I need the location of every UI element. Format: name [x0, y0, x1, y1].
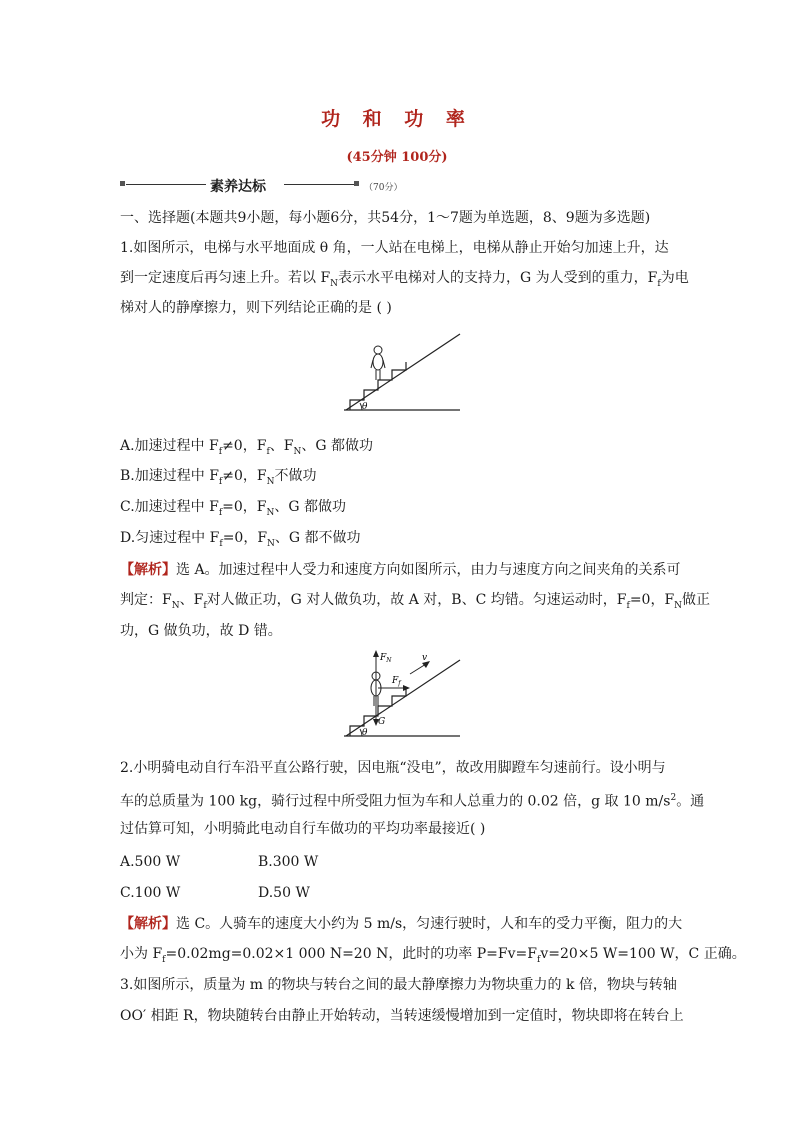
svg-text:G: G [378, 717, 386, 727]
q2-stem-line1: 2.小明骑电动自行车沿平直公路行驶，因电瓶“没电”，故改用脚蹬车匀速前行。设小明与 [120, 760, 666, 776]
q1-option-c: C.加速过程中 $F_f=0$，$F_N$、G 都做功 [120, 499, 347, 518]
q2-option-d: D.50 W [258, 885, 310, 901]
q2-analysis-line2: 小为 $F_f=0.02mg=0.02\times 1$ 000 N=20 N，此时的功率 $P=Fv=F_fv=20\times 5$ W=100 W，C 正确。 [120, 946, 746, 965]
q2-stem-line2: 车的总质量为 100 kg，骑行过程中所受阻力恒为车和人总重力的 0.02 倍，g 取 10 $m/s^2$。通 [120, 793, 705, 810]
section-divider-dot-left [120, 181, 125, 186]
q2-analysis-line1: 【解析】选 C。人骑车的速度大小约为 5 m/s，匀速行驶时，人和车的受力平衡，阻力的大 [120, 916, 683, 932]
q1-option-d: D.匀速过程中 $F_f=0$，$F_N$、G 都不做功 [120, 530, 361, 549]
person-figure [371, 346, 385, 380]
section-divider-right [284, 184, 354, 185]
part-heading: 一、选择题(本题共9小题，每小题6分，共54分，1～7题为单选题，8、9题为多选题) [120, 210, 651, 226]
svg-text:θ: θ [362, 728, 368, 738]
q1-stem-line3: 梯对人的静摩擦力，则下列结论正确的是 ( ) [120, 300, 392, 316]
svg-text:v: v [422, 653, 428, 663]
page-subtitle: (45分钟 100分) [346, 150, 448, 165]
analysis-tag: 【解析】 [120, 562, 176, 578]
q2-option-a: A.500 W [120, 854, 181, 870]
q2-stem-line3: 过估算可知，小明骑此电动自行车做功的平均功率最接近( ) [120, 821, 486, 837]
q1-option-a: A.加速过程中 $F_f\ne 0$，$F_f$、$F_N$、G 都做功 [120, 438, 374, 457]
svg-text:θ: θ [362, 402, 368, 412]
section-divider-dot-right [354, 181, 359, 186]
section-divider-left [126, 184, 206, 185]
page-title: 功 和 功 率 [321, 108, 473, 130]
escalator-figure-1 [340, 330, 464, 416]
svg-text:FN: $F_N$ [380, 653, 392, 664]
q1-analysis-line2: 判定：$F_N$、$F_f$对人做正功，G 对人做负功，故 A 对，B、C 均错。匀速运动时，$F_f=0$，$F_N$做正 [120, 592, 711, 611]
svg-text:Ff: $F_f$ [392, 676, 401, 687]
section-label: 素养达标 [210, 179, 266, 195]
q3-stem-line2: OO′ 相距 R，物块随转台由静止开始转动，当转速缓慢增加到一定值时，物块即将在转台上 [120, 1008, 684, 1024]
analysis-tag: 【解析】 [120, 916, 176, 932]
q1-stem-line2: 到一定速度后再匀速上升。若以 $F_N$表示水平电梯对人的支持力，G 为人受到的重力，$F_f$为电 [120, 270, 689, 289]
q1-analysis-line1: 【解析】选 A。加速过程中人受力和速度方向如图所示，由力与速度方向之间夹角的关系可 [120, 562, 681, 578]
q1-option-b: B.加速过程中 $F_f\ne 0$，$F_N$不做功 [120, 468, 317, 487]
q1-stem-line1: 1.如图所示，电梯与水平地面成 θ 角，一人站在电梯上，电梯从静止开始匀加速上升，达 [120, 240, 669, 256]
q2-option-b: B.300 W [258, 854, 319, 870]
q3-stem-line1: 3.如图所示，质量为 m 的物块与转台之间的最大静摩擦力为物块重力的 k 倍，物块与转轴 [120, 977, 677, 993]
section-score: （70分） [364, 183, 403, 193]
q1-analysis-line3: 功，G 做负功，故 D 错。 [120, 623, 282, 639]
q2-option-c: C.100 W [120, 885, 181, 901]
force-diagram-figure [340, 648, 464, 740]
